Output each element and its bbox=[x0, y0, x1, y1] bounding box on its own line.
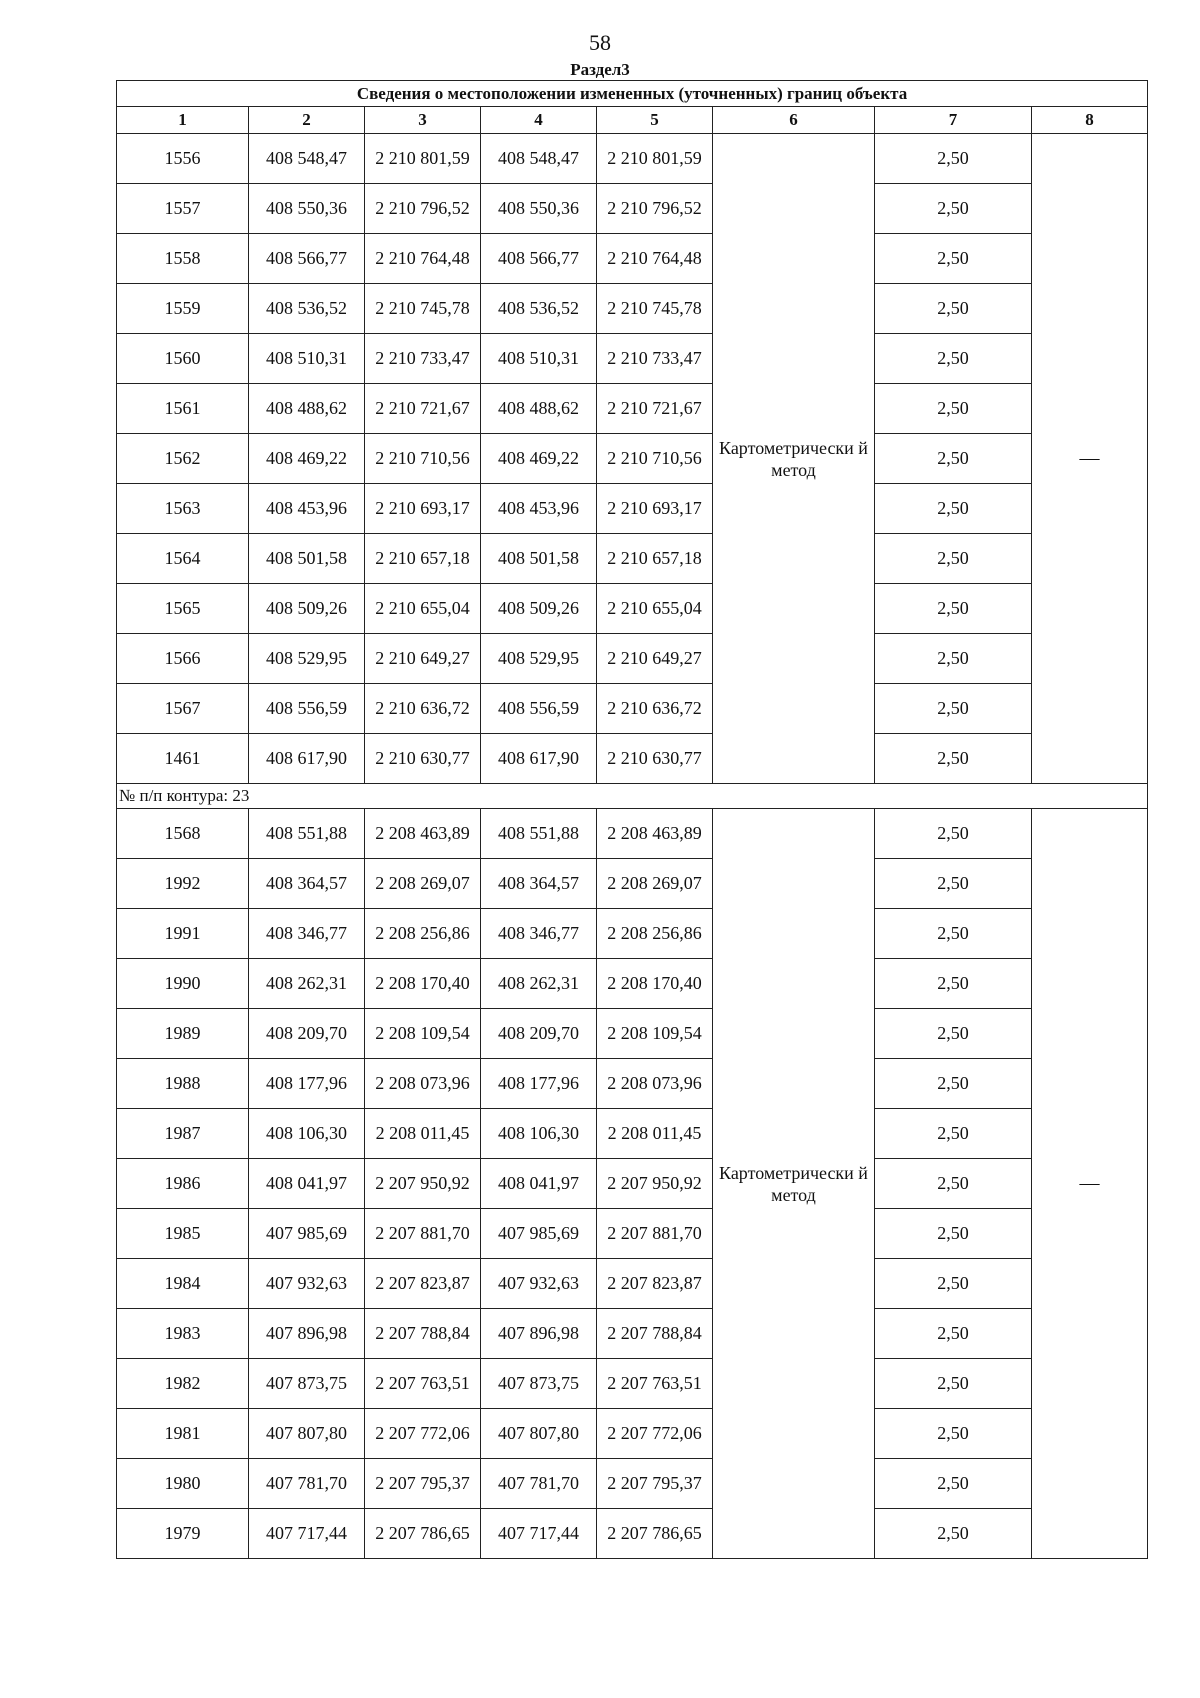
y-coordinate-new: 2 207 788,84 bbox=[597, 1309, 713, 1359]
x-coordinate: 408 041,97 bbox=[249, 1159, 365, 1209]
y-coordinate-new: 2 208 109,54 bbox=[597, 1009, 713, 1059]
y-coordinate-new: 2 207 772,06 bbox=[597, 1409, 713, 1459]
x-coordinate: 408 536,52 bbox=[249, 284, 365, 334]
y-coordinate-new: 2 210 801,59 bbox=[597, 134, 713, 184]
y-coordinate-new: 2 208 256,86 bbox=[597, 909, 713, 959]
accuracy-value: 2,50 bbox=[875, 284, 1032, 334]
y-coordinate: 2 208 073,96 bbox=[365, 1059, 481, 1109]
point-number: 1986 bbox=[117, 1159, 249, 1209]
x-coordinate-new: 408 617,90 bbox=[481, 734, 597, 784]
point-number: 1568 bbox=[117, 809, 249, 859]
table-row bbox=[117, 484, 1148, 534]
y-coordinate: 2 208 269,07 bbox=[365, 859, 481, 909]
column-number: 8 bbox=[1032, 107, 1148, 134]
y-coordinate-new: 2 210 733,47 bbox=[597, 334, 713, 384]
x-coordinate-new: 408 509,26 bbox=[481, 584, 597, 634]
x-coordinate: 408 510,31 bbox=[249, 334, 365, 384]
x-coordinate-new: 408 556,59 bbox=[481, 684, 597, 734]
x-coordinate: 408 262,31 bbox=[249, 959, 365, 1009]
x-coordinate: 408 566,77 bbox=[249, 234, 365, 284]
column-number: 3 bbox=[365, 107, 481, 134]
point-number: 1567 bbox=[117, 684, 249, 734]
point-number: 1461 bbox=[117, 734, 249, 784]
point-number: 1981 bbox=[117, 1409, 249, 1459]
y-coordinate-new: 2 210 745,78 bbox=[597, 284, 713, 334]
table-row bbox=[117, 1059, 1148, 1109]
x-coordinate-new: 408 529,95 bbox=[481, 634, 597, 684]
x-coordinate: 407 873,75 bbox=[249, 1359, 365, 1409]
table-row bbox=[117, 684, 1148, 734]
x-coordinate-new: 407 717,44 bbox=[481, 1509, 597, 1559]
x-coordinate: 408 617,90 bbox=[249, 734, 365, 784]
x-coordinate-new: 408 501,58 bbox=[481, 534, 597, 584]
y-coordinate-new: 2 210 721,67 bbox=[597, 384, 713, 434]
x-coordinate-new: 407 896,98 bbox=[481, 1309, 597, 1359]
y-coordinate: 2 210 796,52 bbox=[365, 184, 481, 234]
accuracy-value: 2,50 bbox=[875, 959, 1032, 1009]
column-number: 4 bbox=[481, 107, 597, 134]
y-coordinate-new: 2 208 170,40 bbox=[597, 959, 713, 1009]
y-coordinate: 2 208 170,40 bbox=[365, 959, 481, 1009]
point-number: 1564 bbox=[117, 534, 249, 584]
accuracy-value: 2,50 bbox=[875, 1059, 1032, 1109]
point-number: 1561 bbox=[117, 384, 249, 434]
accuracy-value: 2,50 bbox=[875, 1359, 1032, 1409]
accuracy-value: 2,50 bbox=[875, 1159, 1032, 1209]
coordinates-table bbox=[116, 80, 1148, 1559]
x-coordinate-new: 408 488,62 bbox=[481, 384, 597, 434]
accuracy-value: 2,50 bbox=[875, 334, 1032, 384]
x-coordinate-new: 408 469,22 bbox=[481, 434, 597, 484]
accuracy-value: 2,50 bbox=[875, 909, 1032, 959]
y-coordinate: 2 207 795,37 bbox=[365, 1459, 481, 1509]
table-caption: Сведения о местоположении измененных (уточненных) границ объекта bbox=[117, 81, 1148, 107]
y-coordinate: 2 207 823,87 bbox=[365, 1259, 481, 1309]
x-coordinate-new: 408 041,97 bbox=[481, 1159, 597, 1209]
point-number: 1988 bbox=[117, 1059, 249, 1109]
point-number: 1557 bbox=[117, 184, 249, 234]
x-coordinate: 407 985,69 bbox=[249, 1209, 365, 1259]
x-coordinate: 408 209,70 bbox=[249, 1009, 365, 1059]
table-row bbox=[117, 1509, 1148, 1559]
x-coordinate-new: 408 551,88 bbox=[481, 809, 597, 859]
y-coordinate-new: 2 208 269,07 bbox=[597, 859, 713, 909]
column-number: 5 bbox=[597, 107, 713, 134]
y-coordinate-new: 2 210 655,04 bbox=[597, 584, 713, 634]
point-number: 1566 bbox=[117, 634, 249, 684]
accuracy-value: 2,50 bbox=[875, 1459, 1032, 1509]
y-coordinate-new: 2 210 764,48 bbox=[597, 234, 713, 284]
x-coordinate-new: 408 346,77 bbox=[481, 909, 597, 959]
x-coordinate-new: 407 781,70 bbox=[481, 1459, 597, 1509]
accuracy-value: 2,50 bbox=[875, 484, 1032, 534]
table-body bbox=[117, 134, 1148, 1559]
x-coordinate: 408 550,36 bbox=[249, 184, 365, 234]
table-row bbox=[117, 1309, 1148, 1359]
accuracy-value: 2,50 bbox=[875, 384, 1032, 434]
accuracy-value: 2,50 bbox=[875, 684, 1032, 734]
page-number: 58 bbox=[589, 30, 611, 55]
y-coordinate-new: 2 208 463,89 bbox=[597, 809, 713, 859]
method-cell: Картометрически й метод bbox=[713, 134, 875, 784]
x-coordinate: 407 717,44 bbox=[249, 1509, 365, 1559]
table-row bbox=[117, 434, 1148, 484]
contour-label: № п/п контура: 23 bbox=[117, 784, 1148, 809]
y-coordinate-new: 2 210 796,52 bbox=[597, 184, 713, 234]
x-coordinate: 408 529,95 bbox=[249, 634, 365, 684]
y-coordinate: 2 210 693,17 bbox=[365, 484, 481, 534]
accuracy-value: 2,50 bbox=[875, 1109, 1032, 1159]
column-number: 6 bbox=[713, 107, 875, 134]
accuracy-value: 2,50 bbox=[875, 1259, 1032, 1309]
table-row bbox=[117, 1009, 1148, 1059]
table-row bbox=[117, 1159, 1148, 1209]
point-number: 1979 bbox=[117, 1509, 249, 1559]
accuracy-value: 2,50 bbox=[875, 809, 1032, 859]
x-coordinate: 408 453,96 bbox=[249, 484, 365, 534]
y-coordinate-new: 2 210 636,72 bbox=[597, 684, 713, 734]
y-coordinate: 2 210 721,67 bbox=[365, 384, 481, 434]
y-coordinate: 2 207 950,92 bbox=[365, 1159, 481, 1209]
x-coordinate-new: 408 510,31 bbox=[481, 334, 597, 384]
point-number: 1991 bbox=[117, 909, 249, 959]
y-coordinate-new: 2 207 795,37 bbox=[597, 1459, 713, 1509]
x-coordinate-new: 407 985,69 bbox=[481, 1209, 597, 1259]
column-number: 2 bbox=[249, 107, 365, 134]
table-row bbox=[117, 134, 1148, 184]
point-number: 1985 bbox=[117, 1209, 249, 1259]
table-row bbox=[117, 1409, 1148, 1459]
x-coordinate-new: 408 536,52 bbox=[481, 284, 597, 334]
y-coordinate-new: 2 207 763,51 bbox=[597, 1359, 713, 1409]
column-number: 7 bbox=[875, 107, 1032, 134]
table-row bbox=[117, 859, 1148, 909]
accuracy-value: 2,50 bbox=[875, 534, 1032, 584]
x-coordinate-new: 407 932,63 bbox=[481, 1259, 597, 1309]
y-coordinate: 2 210 649,27 bbox=[365, 634, 481, 684]
point-number: 1989 bbox=[117, 1009, 249, 1059]
section-title: Раздел3 bbox=[570, 60, 630, 79]
table-row bbox=[117, 184, 1148, 234]
y-coordinate: 2 207 788,84 bbox=[365, 1309, 481, 1359]
accuracy-value: 2,50 bbox=[875, 1509, 1032, 1559]
y-coordinate: 2 208 109,54 bbox=[365, 1009, 481, 1059]
x-coordinate: 408 551,88 bbox=[249, 809, 365, 859]
x-coordinate-new: 408 548,47 bbox=[481, 134, 597, 184]
accuracy-value: 2,50 bbox=[875, 134, 1032, 184]
table-row bbox=[117, 1459, 1148, 1509]
point-number: 1562 bbox=[117, 434, 249, 484]
point-number: 1560 bbox=[117, 334, 249, 384]
x-coordinate: 408 488,62 bbox=[249, 384, 365, 434]
y-coordinate-new: 2 210 710,56 bbox=[597, 434, 713, 484]
column-8-cell: — bbox=[1032, 809, 1148, 1559]
x-coordinate: 408 556,59 bbox=[249, 684, 365, 734]
table-row bbox=[117, 534, 1148, 584]
column-8-cell: — bbox=[1032, 134, 1148, 784]
x-coordinate: 407 807,80 bbox=[249, 1409, 365, 1459]
column-number: 1 bbox=[117, 107, 249, 134]
x-coordinate: 408 501,58 bbox=[249, 534, 365, 584]
method-cell: Картометрически й метод bbox=[713, 809, 875, 1559]
table-row bbox=[117, 1209, 1148, 1259]
table-row bbox=[117, 234, 1148, 284]
table-row bbox=[117, 1259, 1148, 1309]
x-coordinate: 408 106,30 bbox=[249, 1109, 365, 1159]
x-coordinate: 408 364,57 bbox=[249, 859, 365, 909]
accuracy-value: 2,50 bbox=[875, 734, 1032, 784]
column-number-row bbox=[117, 107, 1148, 134]
y-coordinate: 2 210 657,18 bbox=[365, 534, 481, 584]
x-coordinate-new: 408 106,30 bbox=[481, 1109, 597, 1159]
x-coordinate-new: 407 807,80 bbox=[481, 1409, 597, 1459]
x-coordinate: 408 548,47 bbox=[249, 134, 365, 184]
table-row bbox=[117, 809, 1148, 859]
point-number: 1558 bbox=[117, 234, 249, 284]
point-number: 1990 bbox=[117, 959, 249, 1009]
point-number: 1983 bbox=[117, 1309, 249, 1359]
x-coordinate: 407 896,98 bbox=[249, 1309, 365, 1359]
accuracy-value: 2,50 bbox=[875, 859, 1032, 909]
x-coordinate: 408 509,26 bbox=[249, 584, 365, 634]
table-row bbox=[117, 1359, 1148, 1409]
x-coordinate-new: 407 873,75 bbox=[481, 1359, 597, 1409]
x-coordinate-new: 408 209,70 bbox=[481, 1009, 597, 1059]
contour-row bbox=[117, 784, 1148, 809]
accuracy-value: 2,50 bbox=[875, 584, 1032, 634]
y-coordinate: 2 210 801,59 bbox=[365, 134, 481, 184]
y-coordinate: 2 210 655,04 bbox=[365, 584, 481, 634]
x-coordinate-new: 408 566,77 bbox=[481, 234, 597, 284]
table-row bbox=[117, 909, 1148, 959]
y-coordinate-new: 2 207 950,92 bbox=[597, 1159, 713, 1209]
table-row bbox=[117, 634, 1148, 684]
y-coordinate: 2 207 772,06 bbox=[365, 1409, 481, 1459]
accuracy-value: 2,50 bbox=[875, 634, 1032, 684]
point-number: 1982 bbox=[117, 1359, 249, 1409]
y-coordinate: 2 207 786,65 bbox=[365, 1509, 481, 1559]
point-number: 1992 bbox=[117, 859, 249, 909]
accuracy-value: 2,50 bbox=[875, 434, 1032, 484]
y-coordinate: 2 208 011,45 bbox=[365, 1109, 481, 1159]
table-row bbox=[117, 584, 1148, 634]
accuracy-value: 2,50 bbox=[875, 184, 1032, 234]
accuracy-value: 2,50 bbox=[875, 1009, 1032, 1059]
y-coordinate-new: 2 210 693,17 bbox=[597, 484, 713, 534]
y-coordinate: 2 210 630,77 bbox=[365, 734, 481, 784]
x-coordinate: 408 469,22 bbox=[249, 434, 365, 484]
point-number: 1984 bbox=[117, 1259, 249, 1309]
y-coordinate-new: 2 210 630,77 bbox=[597, 734, 713, 784]
y-coordinate-new: 2 210 649,27 bbox=[597, 634, 713, 684]
point-number: 1556 bbox=[117, 134, 249, 184]
y-coordinate: 2 207 881,70 bbox=[365, 1209, 481, 1259]
y-coordinate-new: 2 207 786,65 bbox=[597, 1509, 713, 1559]
y-coordinate-new: 2 207 823,87 bbox=[597, 1259, 713, 1309]
table-row bbox=[117, 734, 1148, 784]
accuracy-value: 2,50 bbox=[875, 234, 1032, 284]
table-row bbox=[117, 334, 1148, 384]
point-number: 1565 bbox=[117, 584, 249, 634]
table-row bbox=[117, 1109, 1148, 1159]
point-number: 1559 bbox=[117, 284, 249, 334]
x-coordinate-new: 408 550,36 bbox=[481, 184, 597, 234]
y-coordinate: 2 210 733,47 bbox=[365, 334, 481, 384]
y-coordinate: 2 208 256,86 bbox=[365, 909, 481, 959]
table-row bbox=[117, 384, 1148, 434]
y-coordinate: 2 208 463,89 bbox=[365, 809, 481, 859]
point-number: 1980 bbox=[117, 1459, 249, 1509]
y-coordinate: 2 210 745,78 bbox=[365, 284, 481, 334]
point-number: 1987 bbox=[117, 1109, 249, 1159]
y-coordinate: 2 210 636,72 bbox=[365, 684, 481, 734]
accuracy-value: 2,50 bbox=[875, 1409, 1032, 1459]
x-coordinate: 407 932,63 bbox=[249, 1259, 365, 1309]
x-coordinate: 408 346,77 bbox=[249, 909, 365, 959]
table-row bbox=[117, 959, 1148, 1009]
x-coordinate-new: 408 453,96 bbox=[481, 484, 597, 534]
x-coordinate-new: 408 364,57 bbox=[481, 859, 597, 909]
accuracy-value: 2,50 bbox=[875, 1209, 1032, 1259]
x-coordinate: 407 781,70 bbox=[249, 1459, 365, 1509]
table-row bbox=[117, 284, 1148, 334]
x-coordinate-new: 408 177,96 bbox=[481, 1059, 597, 1109]
y-coordinate-new: 2 210 657,18 bbox=[597, 534, 713, 584]
point-number: 1563 bbox=[117, 484, 249, 534]
accuracy-value: 2,50 bbox=[875, 1309, 1032, 1359]
x-coordinate-new: 408 262,31 bbox=[481, 959, 597, 1009]
y-coordinate-new: 2 207 881,70 bbox=[597, 1209, 713, 1259]
y-coordinate-new: 2 208 073,96 bbox=[597, 1059, 713, 1109]
y-coordinate: 2 210 764,48 bbox=[365, 234, 481, 284]
x-coordinate: 408 177,96 bbox=[249, 1059, 365, 1109]
y-coordinate: 2 210 710,56 bbox=[365, 434, 481, 484]
y-coordinate-new: 2 208 011,45 bbox=[597, 1109, 713, 1159]
y-coordinate: 2 207 763,51 bbox=[365, 1359, 481, 1409]
